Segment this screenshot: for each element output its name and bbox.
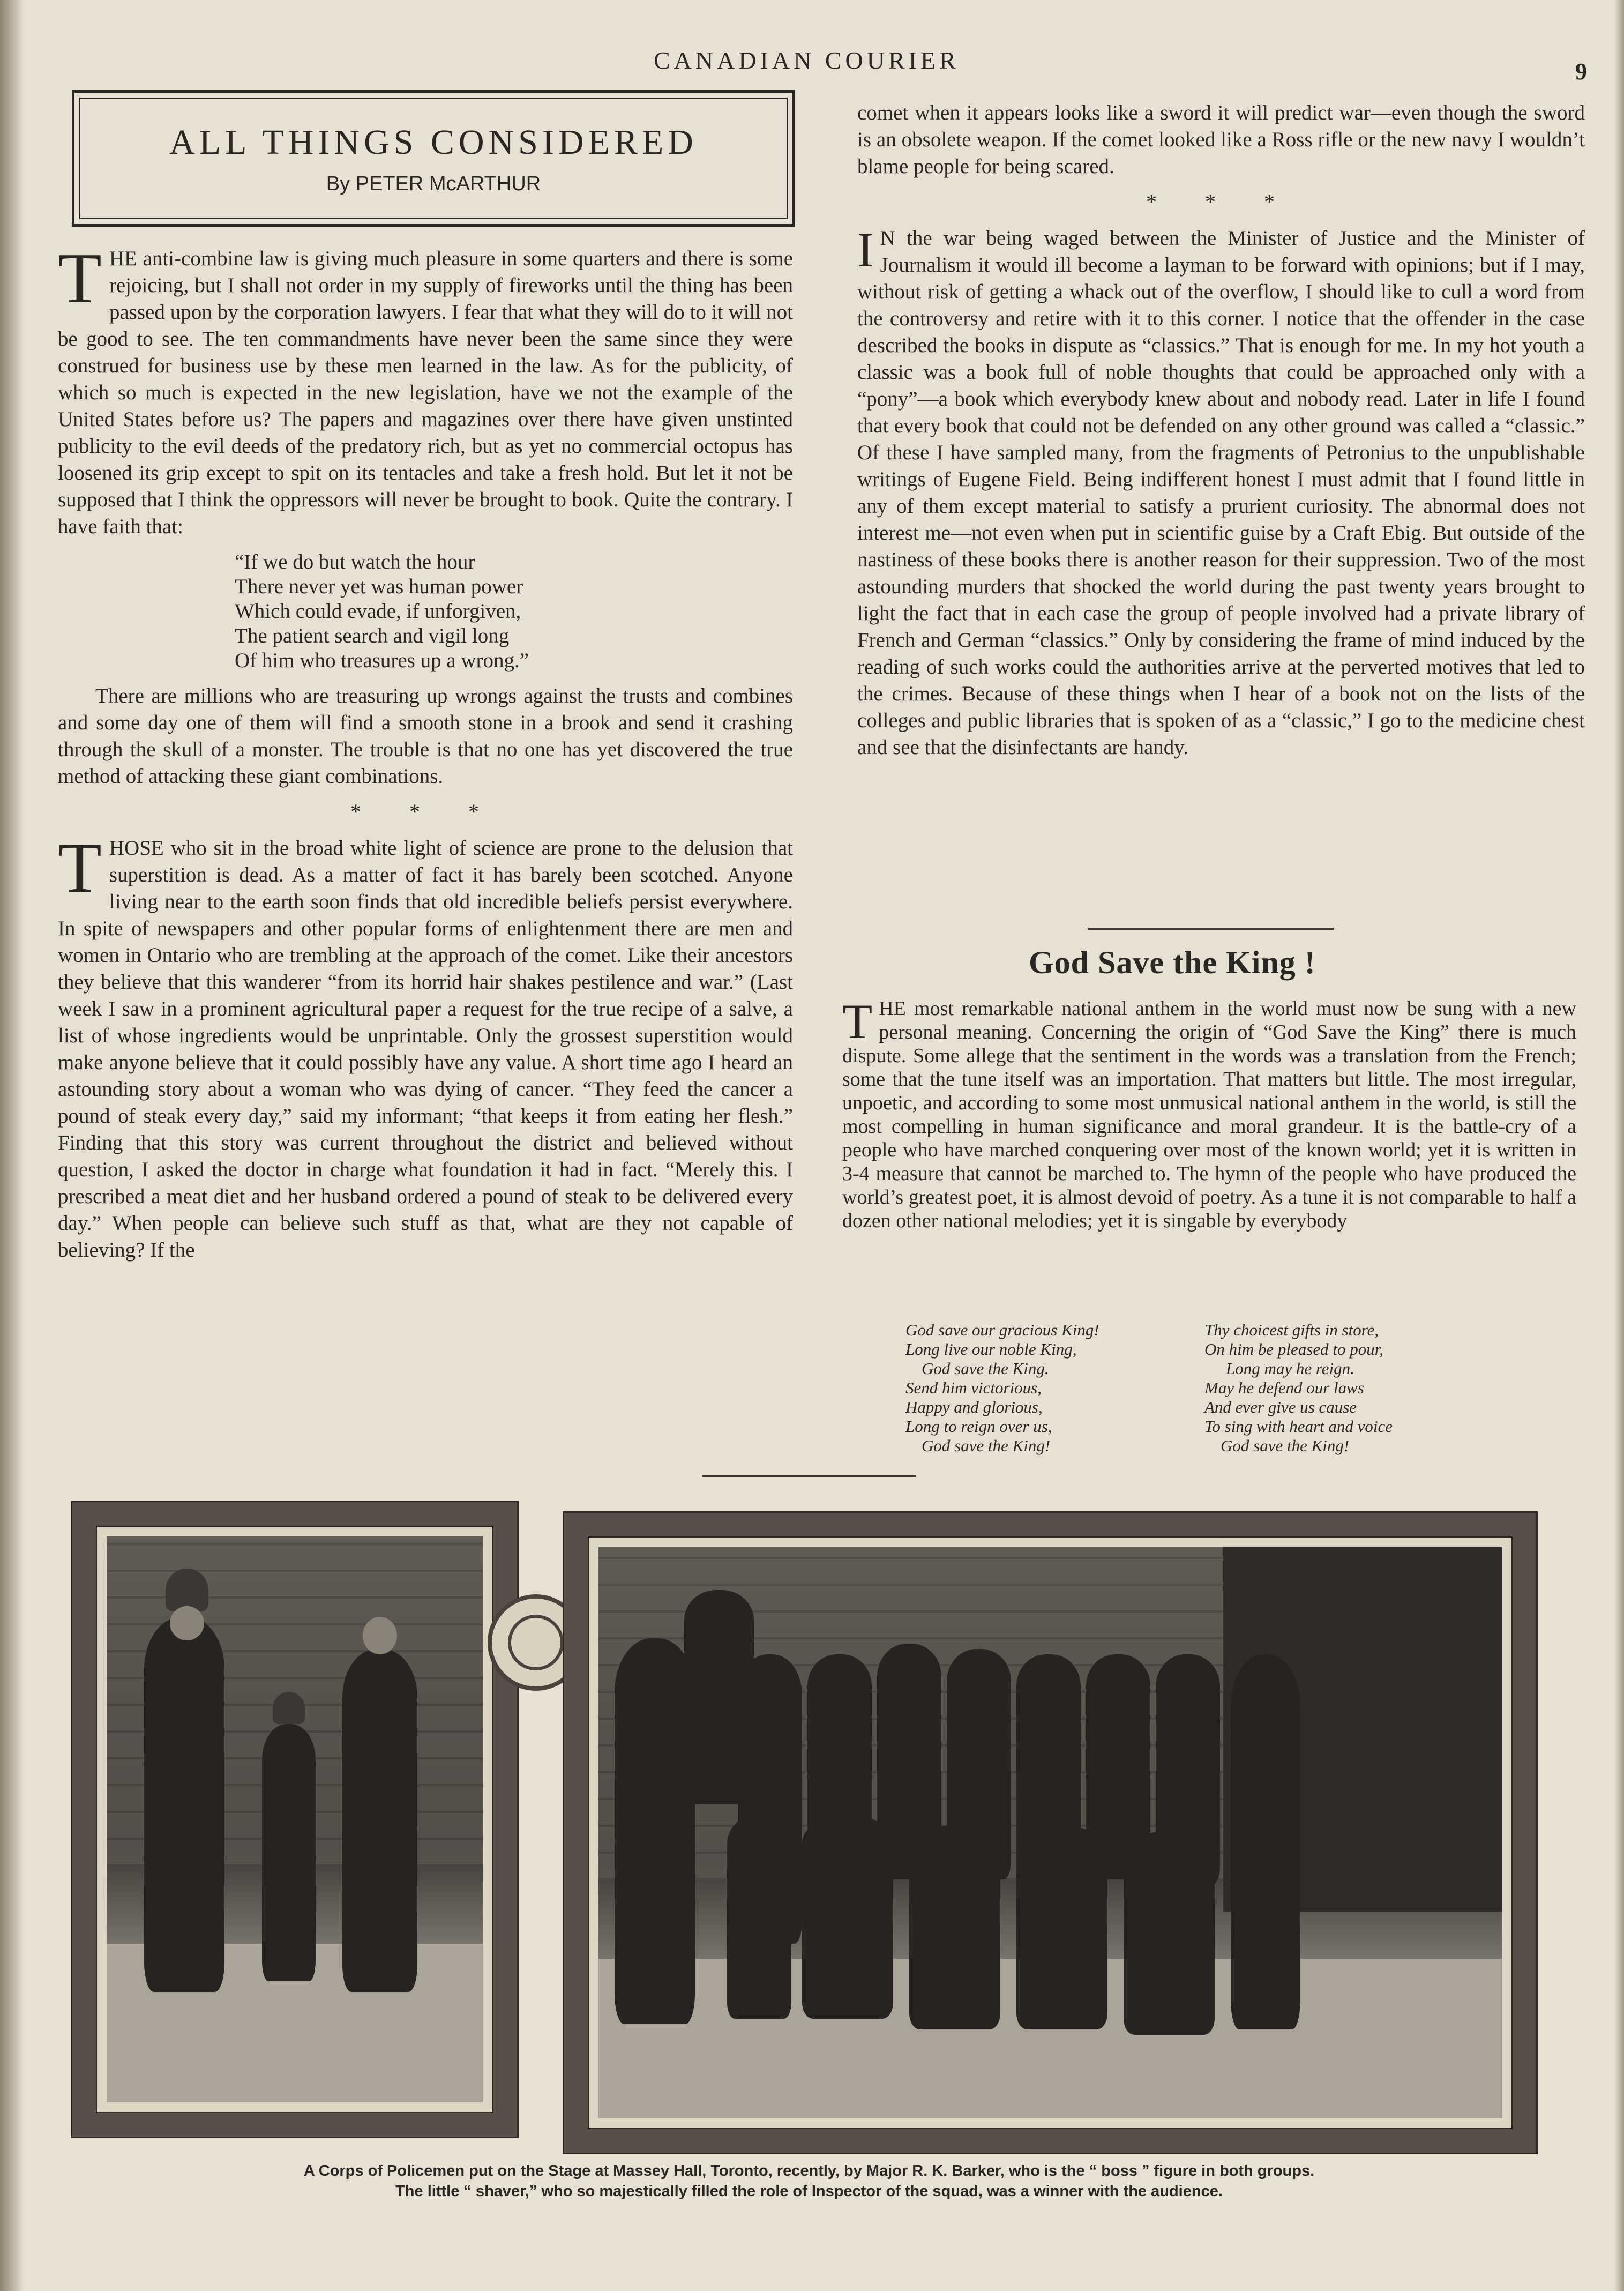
anthem-article (842, 994, 1576, 1233)
hymn-line: On him be pleased to pour, (1204, 1340, 1384, 1359)
dropcap: T (842, 994, 873, 1049)
verse-line: Which could evade, if unforgiven, (235, 600, 521, 623)
anthem-verse-one (905, 1320, 1099, 1456)
kneeling-boy-figure (1124, 1831, 1215, 2035)
child-inspector-figure (727, 1815, 791, 2019)
hymn-line: To sing with heart and voice (1204, 1417, 1393, 1436)
feature-title-box (72, 90, 795, 227)
anthem-paragraph-text: HE most remarkable national anthem in the world must now be sung with a new personal meaning. Concerning the origin of “God Save the King” there is much dispute. Some allege that the sentiment in the words was a translation from the French; some that the tune itself was an importation. That matters but little. The most irregular, unpoetic, and according to some most unmusical national anthem in the world, is still the most compelling in human significance and moral grandeur. It is the battle-cry of a people who have marched conquering over most of the known world; yet it is written in 3-4 measure that cannot be marched to. The hymn of the people who have produced the world’s greatest poet, it is almost devoid of poetry. As a tune it is not comparable to half a dozen other national melodies; yet it is singable by everybody (842, 997, 1576, 1232)
feature-byline: By PETER McARTHUR (326, 173, 541, 195)
photograph-police-corps (598, 1547, 1502, 2118)
boy-figure (1231, 1654, 1300, 2029)
kneeling-boy-figure (909, 1826, 1000, 2029)
page-number: 9 (1575, 58, 1587, 85)
section-rule (1088, 928, 1334, 930)
section-rule (702, 1475, 916, 1477)
dropcap: T (58, 828, 102, 907)
hymn-line: Long to reign over us, (905, 1417, 1052, 1436)
hymn-line: May he defend our laws (1204, 1378, 1364, 1397)
photo-mat (588, 1536, 1513, 2129)
hymn-line: God save the King! (1221, 1436, 1350, 1455)
hymn-line: God save our gracious King! (905, 1320, 1099, 1339)
photograph-inspector-and-officers (107, 1536, 483, 2102)
section-separator: * * * (1146, 190, 1296, 214)
hymn-line: God save the King! (922, 1436, 1051, 1455)
caption-line: A Corps of Policemen put on the Stage at Massey Hall, Toronto, recently, by Major R. K. Barker, who is the “ boss ” figure in both groups. (303, 2162, 1315, 2180)
left-paragraph-1-text: HE anti-combine law is giving much pleasure in some quarters and there is some rejoicing, but I shall not order in my supply of fireworks until the thing has been passed upon by the corporation lawyers. I fear that what they will do to it will not be good to see. The ten commandments have never been the same since they were construed for business use by these men learned in the law. As for the publicity, of which so much is expected in the new legislation, have we not the example of the United States before us? The papers and magazines over there have given unstinted publicity to the evil deeds of the predatory rich, but as yet no commercial octopus has loosened its grip except to spit on its tentacles and take a fresh hold. But let it not be supposed that I think the oppressors will never be brought to book. Quite the contrary. I have faith that: (58, 247, 793, 538)
hymn-line: Long live our noble King, (905, 1340, 1077, 1359)
photo-frame-left (71, 1501, 519, 2138)
ornament-ring (508, 1615, 564, 1670)
right-paragraph-2-text: N the war being waged between the Minister of Justice and the Minister of Journalism it would ill become a layman to be forward with opinions; but if I may, without risk of getting a whack out of the overflow, I should like to cull a word from the controversy and retire with it to this corner. I notice that the offender in the case described the books in dispute as “classics.” That is enough for me. In my hot youth a classic was a book full of noble thoughts that could be approached only with a “pony”—a book which everybody knew about and nobody read. Later in life I found that every book that could not be defended on any other ground was called a “classic.” Of these I have sampled many, from the fragments of Petronius to the unpublishable writings of Eugene Field. Being indifferent honest I must admit that I found little in any of them except material to satisfy a prurient curiosity. The abnormal does not interest me—not even when put in scientific guise by a Craft Ebig. But outside of the nastiness of these books there is another reason for their suppression. Two of the most astounding murders that shocked the world during the past twenty years brought to light the fact that in each case the group of people involved had a private library of French and German “classics.” Only by considering the frame of mind induced by the reading of such works could the authorities arrive at the perverted motives that led to the crimes. Because of these things when I hear of a book not on the lists of the colleges and public libraries that is spoken of as a “classic,” I go to the medicine chest and see that the disinfectants are handy. (857, 227, 1585, 759)
anthem-paragraph (842, 994, 1576, 1233)
dropcap: I (857, 222, 874, 277)
photo-frame-right (563, 1511, 1538, 2154)
officer-figure (615, 1638, 695, 2024)
right-paragraph-2 (857, 222, 1585, 761)
page-edge-shadow (1614, 0, 1624, 2291)
left-paragraph-2: There are millions who are treasuring up wrongs against the trusts and combines and some day one of them will find a smooth stone in a brook and send it crashing through the skull of a monster. The trouble is that no one has yet discovered the true method of attacking these giant combinations. (58, 684, 793, 788)
quoted-verse (235, 550, 793, 673)
feature-title: ALL THINGS CONSIDERED (169, 123, 698, 162)
officer-figure (342, 1649, 417, 1992)
policeman-figure (144, 1617, 224, 1992)
running-head: CANADIAN COURIER (654, 47, 960, 74)
child-inspector-figure (262, 1724, 316, 1981)
hymn-line: Thy choicest gifts in store, (1204, 1320, 1379, 1339)
face (363, 1617, 397, 1654)
dropcap: T (58, 238, 102, 318)
photo-caption (193, 2161, 1425, 2202)
verse-line: Of him who treasures up a wrong.” (235, 649, 529, 672)
helmet (273, 1692, 305, 1724)
kneeling-boy-figure (802, 1815, 893, 2019)
page-binding-shadow (0, 0, 24, 2291)
hymn-line: God save the King. (922, 1359, 1049, 1378)
anthem-verse-two (1204, 1320, 1393, 1456)
anthem-heading: God Save the King ! (1029, 945, 1316, 980)
left-paragraph-1 (58, 238, 793, 540)
hymn-line: Happy and glorious, (905, 1398, 1043, 1416)
face (170, 1606, 204, 1640)
caption-line: The little “ shaver,” who so majestically filled the role of Inspector of the squad, was a winner with the audience. (395, 2183, 1223, 2200)
left-column (58, 238, 793, 1264)
right-column (857, 100, 1585, 761)
right-paragraph-1: comet when it appears looks like a sword it will predict war—even though the sword is an obsolete weapon. If the comet looked like a Ross rifle or the new navy I wouldn’t blame people for being scared. (857, 101, 1585, 178)
verse-line: There never yet was human power (235, 575, 523, 598)
left-paragraph-3 (58, 828, 793, 1264)
hymn-line: And ever give us cause (1204, 1398, 1357, 1416)
verse-line: “If we do but watch the hour (235, 550, 475, 573)
section-separator: * * * (350, 800, 500, 824)
kneeling-boy-figure (1016, 1826, 1107, 2029)
verse-line: The patient search and vigil long (235, 624, 510, 647)
helmet (166, 1569, 208, 1611)
feature-title-inner-frame (79, 98, 788, 219)
hymn-line: Send him victorious, (905, 1378, 1042, 1397)
photo-mat (96, 1526, 493, 2113)
left-paragraph-3-text: HOSE who sit in the broad white light of science are prone to the delusion that superstition is dead. As a matter of fact it has barely been scotched. Anyone living near to the earth soon finds that old incredible beliefs persist everywhere. In spite of newspapers and other popular forms of enlightenment there are men and women in Ontario who are trembling at the approach of the comet. Like their ancestors they believe that this wanderer “from its horrid hair shakes pestilence and war.” (Last week I saw in a prominent agricultural paper a request for the true recipe of a salve, a list of whose ingredients would be unprintable. Only the grossest superstition would make anyone believe that it could possibly have any value. A short time ago I heard an astounding story about a woman who was dying of cancer. “They feed the cancer a pound of steak every day,” said my informant; “that keeps it from eating her flesh.” Finding that this story was current throughout the district and believed without question, I asked the doctor in charge what foundation it had in fact. “Merely this. I prescribed a meat diet and her husband ordered a pound of steak to be delivered every day.” When people can believe such stuff as that, what are they not capable of believing? If the (58, 837, 793, 1262)
hymn-line: Long may he reign. (1226, 1359, 1354, 1378)
